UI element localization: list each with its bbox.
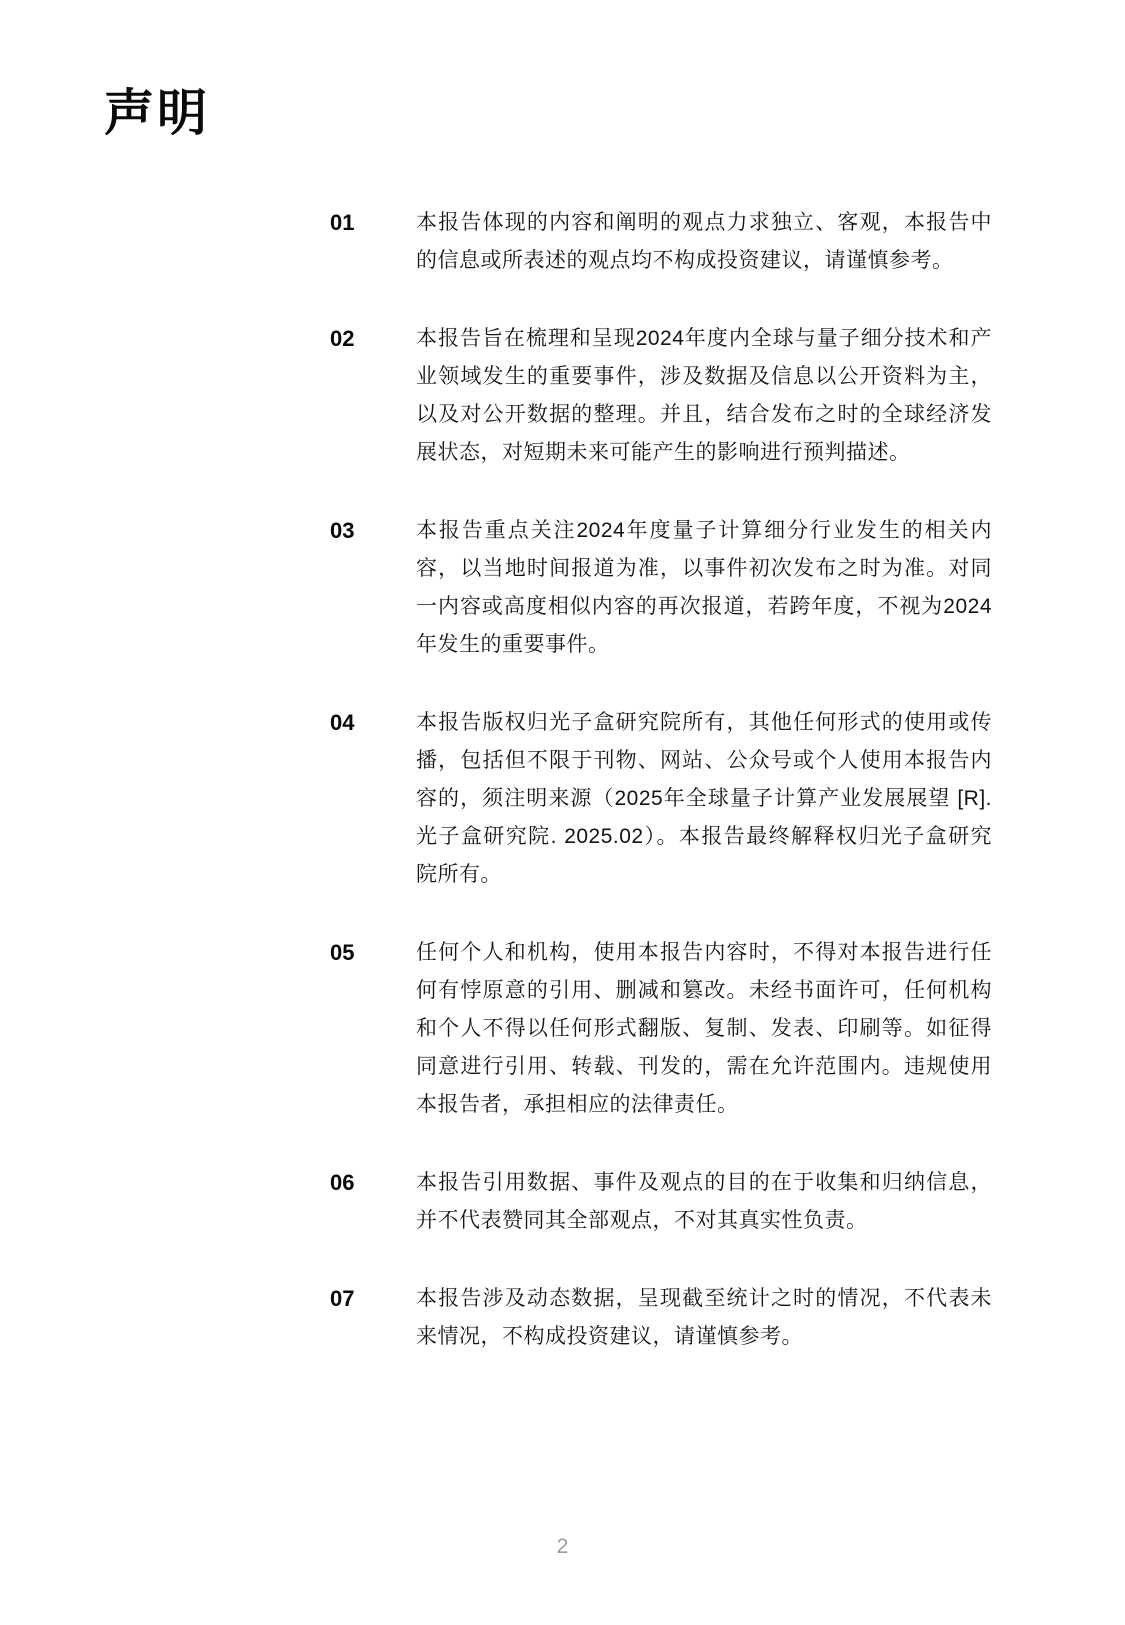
page-title: 声明 [104, 85, 210, 141]
statements-list [330, 204, 992, 1396]
statement-number: 07 [330, 1286, 355, 1311]
statement-text: 本报告引用数据、事件及观点的目的在于收集和归纳信息，并不代表赞同其全部观点，不对其真实性负责。 [416, 1171, 992, 1232]
statement-item [330, 320, 992, 472]
statement-number: 03 [330, 518, 355, 543]
statement-item [330, 512, 992, 664]
statement-text: 本报告版权归光子盒研究院所有，其他任何形式的使用或传播，包括但不限于刊物、网站、公众号或个人使用本报告内容的，须注明来源（2025年全球量子计算产业发展展望 [R]. 光子盒研究院. 2025.02）。本报告最终解释权归光子盒研究院所有。 [416, 711, 992, 886]
statement-item [330, 204, 992, 280]
statement-text: 本报告体现的内容和阐明的观点力求独立、客观，本报告中的信息或所表述的观点均不构成投资建议，请谨慎参考。 [416, 211, 992, 272]
statement-text: 本报告涉及动态数据，呈现截至统计之时的情况，不代表未来情况，不构成投资建议，请谨慎参考。 [416, 1287, 992, 1348]
statement-number: 01 [330, 210, 355, 235]
statement-text: 本报告旨在梳理和呈现2024年度内全球与量子细分技术和产业领域发生的重要事件，涉及数据及信息以公开资料为主，以及对公开数据的整理。并且，结合发布之时的全球经济发展状态，对短期未来可能产生的影响进行预判描述。 [416, 327, 992, 464]
page-number: 2 [556, 1535, 569, 1558]
statement-item [330, 1164, 992, 1240]
statement-text: 任何个人和机构，使用本报告内容时，不得对本报告进行任何有悖原意的引用、删减和篡改。未经书面许可，任何机构和个人不得以任何形式翻版、复制、发表、印刷等。如征得同意进行引用、转载、刊发的，需在允许范围内。违规使用本报告者，承担相应的法律责任。 [416, 941, 992, 1116]
statement-item [330, 704, 992, 894]
statement-number: 06 [330, 1170, 355, 1195]
statement-number: 02 [330, 326, 355, 351]
statement-item [330, 934, 992, 1124]
statement-text: 本报告重点关注2024年度量子计算细分行业发生的相关内容，以当地时间报道为准，以事件初次发布之时为准。对同一内容或高度相似内容的再次报道，若跨年度，不视为2024年发生的重要事件。 [416, 519, 992, 656]
statement-item [330, 1280, 992, 1356]
statement-number: 04 [330, 710, 355, 735]
statement-number: 05 [330, 940, 355, 965]
